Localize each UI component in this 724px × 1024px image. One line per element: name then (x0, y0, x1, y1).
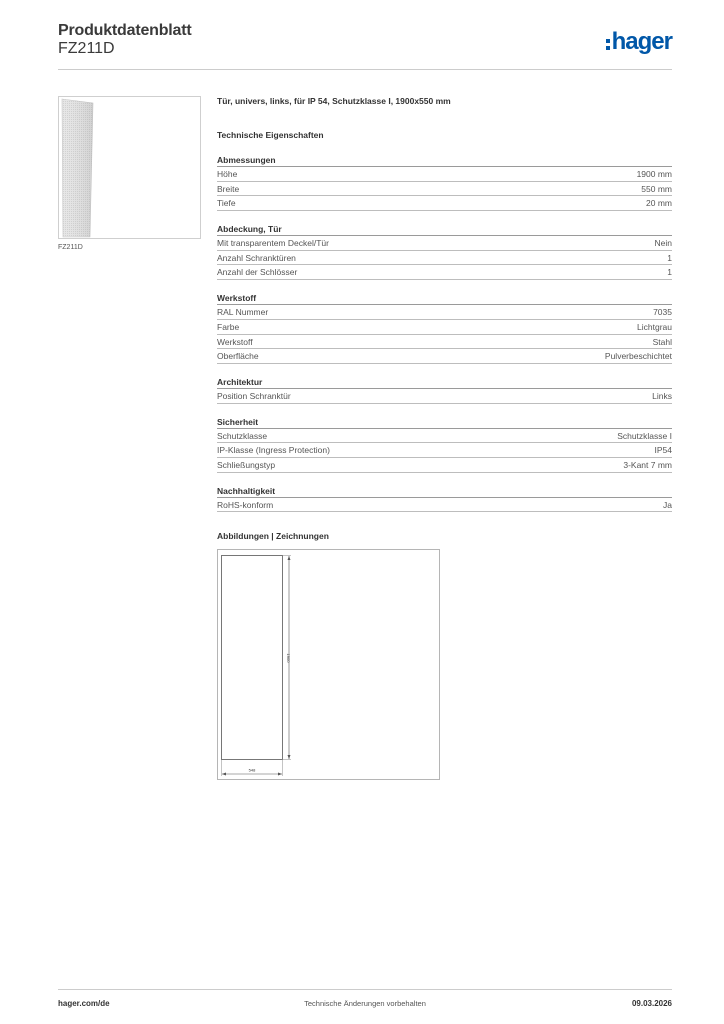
spec-label: Farbe (217, 321, 240, 332)
spec-row (217, 349, 672, 364)
spec-value: 1 (667, 252, 672, 263)
product-thumbnail (58, 96, 201, 239)
spec-section (217, 224, 672, 280)
disclaimer: Technische Änderungen vorbehalten (304, 999, 426, 1008)
hager-logo (606, 28, 672, 56)
spec-sections (217, 155, 672, 512)
spec-row (217, 305, 672, 320)
spec-row (217, 236, 672, 251)
spec-label: Höhe (217, 169, 238, 179)
door-drawing-svg (218, 550, 439, 779)
product-code: FZ211D (58, 40, 115, 57)
section-title: Werkstoff (217, 293, 672, 305)
section-title: Abmessungen (217, 155, 672, 167)
spec-row (217, 196, 672, 211)
document-date: 09.03.2026 (631, 999, 672, 1008)
spec-row (217, 167, 672, 182)
spec-label: Tiefe (217, 198, 236, 209)
spec-label: Anzahl Schranktüren (217, 252, 296, 263)
figures-heading: Abbildungen | Zeichnungen (217, 531, 329, 541)
section-title: Architektur (217, 377, 672, 389)
spec-label: RAL Nummer (217, 307, 269, 318)
spec-label: IP-Klasse (Ingress Protection) (217, 445, 330, 456)
door-panel-image (59, 97, 200, 238)
spec-value: 7035 (653, 307, 672, 318)
spec-label: RoHS-konform (217, 499, 274, 510)
technical-drawing (217, 549, 440, 780)
spec-value: 1 (667, 267, 672, 278)
spec-row (217, 265, 672, 280)
spec-row (217, 498, 672, 513)
page-header (58, 22, 672, 70)
document-title: Produktdatenblatt (58, 22, 192, 39)
spec-label: Mit transparentem Deckel/Tür (217, 238, 329, 249)
spec-value: Links (652, 390, 672, 401)
spec-value: Pulverbeschichtet (604, 351, 672, 362)
spec-label: Anzahl der Schlösser (217, 267, 298, 278)
section-title: Abdeckung, Tür (217, 224, 672, 236)
spec-value: Stahl (652, 336, 672, 347)
width-dimension-label: 548 (248, 767, 256, 773)
spec-section (217, 155, 672, 211)
spec-label: Breite (217, 183, 240, 194)
spec-value: 1900 mm (636, 169, 672, 179)
spec-label: Oberfläche (217, 351, 259, 362)
spec-section (217, 377, 672, 404)
section-title: Sicherheit (217, 417, 672, 429)
logo-dots-icon (606, 39, 610, 50)
spec-section (217, 486, 672, 513)
thumbnail-caption: FZ211D (58, 244, 83, 251)
spec-value: Ja (663, 499, 672, 510)
spec-row (217, 429, 672, 444)
spec-section (217, 417, 672, 473)
spec-value: IP54 (654, 445, 672, 456)
spec-section (217, 293, 672, 364)
spec-label: Position Schranktür (217, 390, 291, 401)
spec-value: Schutzklasse I (617, 430, 672, 441)
height-dimension-label: 1900 (286, 653, 291, 663)
spec-row (217, 389, 672, 404)
spec-value: Nein (654, 238, 672, 249)
spec-label: Schließungstyp (217, 459, 276, 470)
spec-row (217, 251, 672, 266)
section-title: Nachhaltigkeit (217, 486, 672, 498)
page-footer (58, 989, 672, 1013)
spec-row (217, 458, 672, 473)
spec-label: Werkstoff (217, 336, 253, 347)
spec-row (217, 182, 672, 197)
spec-value: Lichtgrau (637, 321, 672, 332)
spec-value: 3-Kant 7 mm (623, 459, 672, 470)
spec-value: 20 mm (646, 198, 672, 209)
technical-properties-heading: Technische Eigenschaften (217, 130, 324, 140)
spec-label: Schutzklasse (217, 430, 268, 441)
spec-value: 550 mm (641, 183, 672, 194)
spec-row (217, 335, 672, 350)
website-link[interactable]: hager.com/de (58, 999, 110, 1008)
spec-row (217, 443, 672, 458)
logo-text: hager (611, 28, 672, 55)
spec-row (217, 320, 672, 335)
door-outline (222, 556, 283, 760)
product-description: Tür, univers, links, für IP 54, Schutzklasse I, 1900x550 mm (217, 96, 451, 106)
specifications (217, 96, 672, 512)
